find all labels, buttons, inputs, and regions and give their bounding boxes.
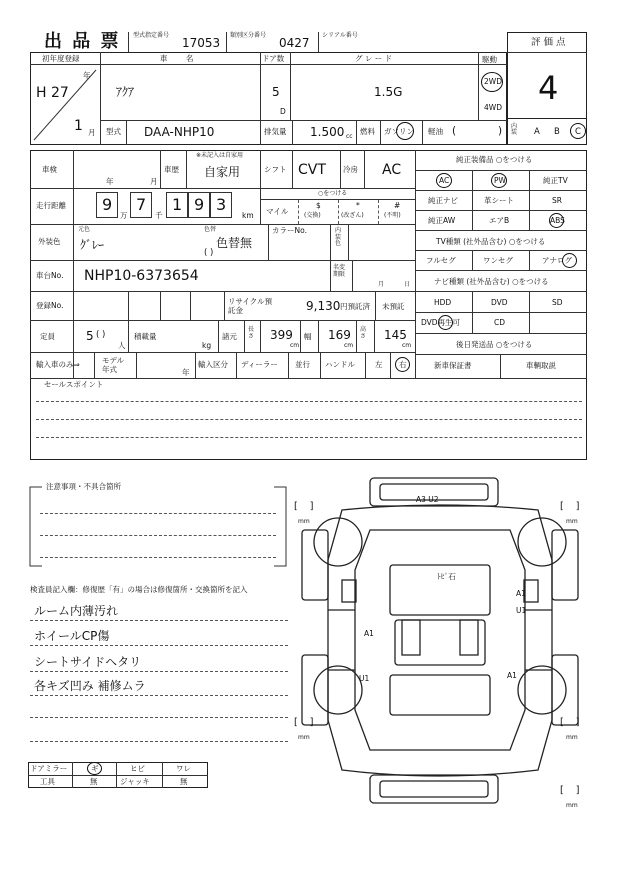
right-label: 右 bbox=[399, 360, 407, 369]
equip-leather: 革シート bbox=[484, 196, 514, 205]
serial-label: シリアル番号 bbox=[322, 32, 358, 39]
fuel-circle bbox=[396, 122, 414, 140]
capacity-label: 定員 bbox=[40, 332, 55, 341]
inspection-month-unit: 月 bbox=[150, 177, 158, 186]
model-label: 型式 bbox=[106, 127, 121, 136]
doors-value: 5 bbox=[272, 85, 280, 99]
paint-label: 色替 bbox=[204, 226, 217, 233]
mile-label: マイル bbox=[266, 207, 289, 216]
tire-bracket-fl: [ ] bbox=[294, 501, 314, 512]
jack-value: 無 bbox=[180, 777, 188, 786]
shift-label: シフト bbox=[264, 165, 287, 174]
dims-label: 諸元 bbox=[222, 332, 237, 341]
model-year-label: モデル年式 bbox=[102, 356, 125, 374]
equip-pw-circle bbox=[491, 173, 507, 188]
crack-label: ヒビ bbox=[130, 764, 145, 773]
equip-tv: 純正TV bbox=[543, 176, 568, 185]
equip-navi: 純正ナビ bbox=[428, 196, 458, 205]
note-line-1: ルーム内薄汚れ bbox=[34, 604, 119, 618]
tire-bracket-fr: [ ] bbox=[560, 501, 580, 512]
tire-bracket-spare: [ ] bbox=[560, 785, 580, 796]
length-value: 399 bbox=[270, 328, 293, 342]
import-label: 輸入車のみ⇒ bbox=[36, 360, 80, 369]
load-label: 積載量 bbox=[134, 332, 157, 341]
mark-right-rear-door: A1 bbox=[516, 589, 526, 598]
nav-cd: CD bbox=[494, 318, 506, 327]
equip-sr: SR bbox=[552, 196, 562, 205]
displacement-value: 1.500 bbox=[310, 125, 345, 139]
tire-mm-fl: mm bbox=[298, 518, 310, 525]
later-manual: 車輌取説 bbox=[526, 361, 556, 370]
capacity-value: 5 bbox=[86, 329, 94, 343]
inspector-label: 検査員記入欄：修復歴「有」の場合は修復箇所・交換箇所を記入 bbox=[30, 585, 248, 594]
hash-label: # bbox=[394, 201, 401, 210]
tv-header: TV種類 (社外品含む) ○をつける bbox=[436, 237, 546, 246]
first-reg-label: 初年度登録 bbox=[42, 54, 80, 63]
nav-dvd-play-circle bbox=[438, 315, 453, 330]
score-label: 評 価 点 bbox=[531, 37, 566, 48]
right-circle bbox=[395, 357, 410, 372]
name-change-day: 日 bbox=[404, 281, 411, 288]
mileage-label: 走行距離 bbox=[36, 201, 66, 210]
orig-color-value: ｸﾞﾚｰ bbox=[80, 238, 105, 252]
height-label: 高さ bbox=[360, 326, 367, 340]
dealer-label: ディーラー bbox=[241, 360, 278, 369]
car-name-value: ｱｸｱ bbox=[116, 85, 135, 99]
left-label: 左 bbox=[375, 360, 383, 369]
model-value: DAA-NHP10 bbox=[144, 125, 215, 139]
nav-header: ナビ種類 (社外品含む) ○をつける bbox=[434, 277, 549, 286]
recycle-value: 9,130 bbox=[306, 299, 341, 313]
man-unit: 万 bbox=[120, 211, 128, 220]
drive-4wd: 4WD bbox=[484, 103, 502, 112]
history-value: 自家用 bbox=[204, 165, 241, 179]
nav-dvd-play: DVD再生可 bbox=[421, 318, 461, 327]
int-color-label: 内装色 bbox=[335, 227, 342, 248]
mark-right-rear: A1 bbox=[507, 671, 517, 680]
capacity-paren: ( ) bbox=[96, 330, 106, 340]
sales-point-label: セールスポイント bbox=[44, 380, 104, 389]
displacement-unit: cc bbox=[346, 133, 353, 140]
nav-hdd: HDD bbox=[434, 298, 452, 307]
tire-mm-rl: mm bbox=[298, 734, 310, 741]
mileage-digit-1: 9 bbox=[102, 195, 113, 214]
tool-value: 無 bbox=[90, 777, 98, 786]
inspection-year-unit: 年 bbox=[106, 177, 114, 186]
year-unit: 年 bbox=[83, 71, 91, 80]
oil-label: 軽油 bbox=[428, 127, 443, 136]
interior-label: 内装 bbox=[511, 123, 518, 136]
color-label: 外装色 bbox=[38, 237, 61, 246]
cooler-value: AC bbox=[382, 162, 402, 178]
tire-bracket-rl: [ ] bbox=[294, 717, 314, 728]
mark-left-front: U1 bbox=[359, 674, 370, 683]
jack-label: ジャッキ bbox=[120, 777, 150, 786]
interior-c: C bbox=[575, 127, 581, 137]
height-value: 145 bbox=[384, 328, 407, 342]
color-no-label: カラーNo. bbox=[272, 226, 307, 235]
recycle-not: 未預託 bbox=[382, 302, 405, 311]
km-unit: km bbox=[242, 211, 254, 220]
class-value: 0427 bbox=[279, 36, 310, 50]
mark-roof: ﾄﾋﾟ石 bbox=[437, 572, 456, 581]
tv-full: フルセグ bbox=[426, 256, 456, 265]
oem-header: 純正装備品 ○をつける bbox=[456, 155, 533, 164]
tire-mm-fr: mm bbox=[566, 518, 578, 525]
mileage-digit-3: 1 bbox=[172, 195, 183, 214]
type-cert-value: 17053 bbox=[182, 36, 221, 50]
type-cert-label: 型式指定番号 bbox=[133, 32, 170, 39]
nav-sd: SD bbox=[552, 298, 563, 307]
history-label: 車歴 bbox=[164, 165, 179, 174]
equip-ac-circle bbox=[436, 173, 452, 188]
mirror-circle bbox=[87, 762, 102, 775]
inspection-label: 車検 bbox=[42, 165, 57, 174]
equip-pw: PW bbox=[494, 176, 506, 185]
oil-bracket-l: ( bbox=[452, 125, 457, 137]
doors-label: ドア数 bbox=[262, 54, 285, 63]
unknown-label: (不明) bbox=[384, 212, 401, 219]
equip-abs: ABS bbox=[550, 216, 565, 225]
orig-color-label: 元色 bbox=[78, 226, 91, 233]
interior-a: A bbox=[534, 127, 540, 137]
equip-airbag: エアB bbox=[489, 216, 510, 225]
grade-label: グ レ ー ド bbox=[355, 54, 393, 63]
mileage-digit-4: 9 bbox=[194, 195, 205, 214]
recycle-unit: 円預託済 bbox=[340, 302, 370, 311]
drive-2wd-circle bbox=[481, 72, 503, 92]
reg-label: 登録No. bbox=[36, 301, 64, 310]
tire-mm-spare: mm bbox=[566, 802, 578, 809]
note-line-4: 各キズ凹み 補修ムラ bbox=[34, 679, 146, 693]
width-label: 幅 bbox=[304, 332, 312, 341]
equip-aw: 純正AW bbox=[428, 216, 456, 225]
recycle-label: リサイクル預託金 bbox=[228, 297, 272, 315]
length-unit: cm bbox=[290, 342, 300, 349]
interior-c-circle bbox=[570, 123, 586, 139]
model-year-unit: 年 bbox=[182, 368, 190, 377]
drive-2wd: 2WD bbox=[484, 77, 502, 86]
parallel-label: 並行 bbox=[295, 360, 310, 369]
interior-b: B bbox=[554, 127, 560, 137]
history-note: ※未記入は自家用 bbox=[196, 152, 244, 159]
first-reg-era: H 27 bbox=[36, 85, 69, 101]
mirror-value: ギ bbox=[91, 764, 99, 773]
caution-label: 注意事項・不具合箇所 bbox=[46, 482, 121, 491]
width-unit: cm bbox=[344, 342, 354, 349]
paint-paren: ( ) bbox=[204, 248, 214, 258]
exchange-label: (交換) bbox=[304, 212, 321, 219]
oil-bracket-r: ) bbox=[498, 125, 503, 137]
note-line-3: シートサイドヘタリ bbox=[34, 655, 142, 669]
height-unit: cm bbox=[402, 342, 412, 349]
tv-analog-circle bbox=[562, 253, 577, 268]
mark-left-door: A1 bbox=[364, 629, 374, 638]
handle-label: ハンドル bbox=[325, 360, 355, 369]
later-header: 後日発送品 ○をつける bbox=[456, 340, 533, 349]
length-label: 長さ bbox=[248, 326, 255, 340]
tv-one: ワンセグ bbox=[483, 256, 513, 265]
shift-value: CVT bbox=[298, 162, 326, 178]
name-change-label: 名変期限 bbox=[333, 264, 346, 279]
mark-right-quarter: U1 bbox=[516, 606, 527, 615]
doors-d: D bbox=[280, 107, 286, 116]
mileage-digit-5: 3 bbox=[216, 195, 227, 214]
kg-unit: kg bbox=[202, 341, 212, 350]
tampered-label: (改ざん) bbox=[341, 212, 364, 219]
tv-analog: アナログ bbox=[542, 256, 572, 265]
month-unit: 月 bbox=[88, 128, 96, 137]
score-value: 4 bbox=[538, 69, 559, 107]
drive-label: 駆動 bbox=[482, 55, 497, 64]
class-label: 類別区分番号 bbox=[230, 32, 267, 39]
star-label: * bbox=[356, 201, 360, 210]
tire-mm-rr: mm bbox=[566, 734, 578, 741]
car-diagram bbox=[290, 470, 590, 815]
car-name-label: 車 名 bbox=[160, 54, 202, 63]
note-line-2: ホイールCP傷 bbox=[34, 629, 110, 643]
form-title: 出 品 票 bbox=[44, 31, 121, 52]
later-warranty: 新車保証書 bbox=[434, 361, 472, 370]
mark-front: A3 U2 bbox=[416, 495, 439, 504]
sen-unit: 千 bbox=[155, 211, 163, 220]
paint-value: 色替無 bbox=[216, 236, 253, 250]
fuel-label: 燃料 bbox=[360, 127, 375, 136]
person-unit: 人 bbox=[118, 341, 126, 350]
first-reg-month: 1 bbox=[74, 118, 83, 134]
chassis-label: 車台No. bbox=[36, 271, 64, 280]
displacement-label: 排気量 bbox=[264, 127, 287, 136]
equip-abs-circle bbox=[549, 213, 564, 228]
mileage-digit-2: 7 bbox=[136, 195, 147, 214]
equip-ac: AC bbox=[439, 176, 450, 185]
import-class-label: 輸入区分 bbox=[198, 360, 228, 369]
nav-dvd: DVD bbox=[491, 298, 508, 307]
grade-value: 1.5G bbox=[374, 85, 403, 99]
mirror-label: ドアミラー bbox=[30, 764, 68, 773]
mile-header: ○をつける bbox=[318, 190, 348, 197]
tool-label: 工具 bbox=[40, 777, 55, 786]
dollar-label: $ bbox=[316, 201, 321, 210]
tire-bracket-rr: [ ] bbox=[560, 717, 580, 728]
name-change-month: 月 bbox=[378, 281, 385, 288]
break-label: ワレ bbox=[176, 764, 191, 773]
cooler-label: 冷房 bbox=[343, 165, 358, 174]
fuel-value: ガソリン bbox=[384, 127, 414, 136]
chassis-value: NHP10-6373654 bbox=[84, 268, 199, 284]
width-value: 169 bbox=[328, 328, 351, 342]
